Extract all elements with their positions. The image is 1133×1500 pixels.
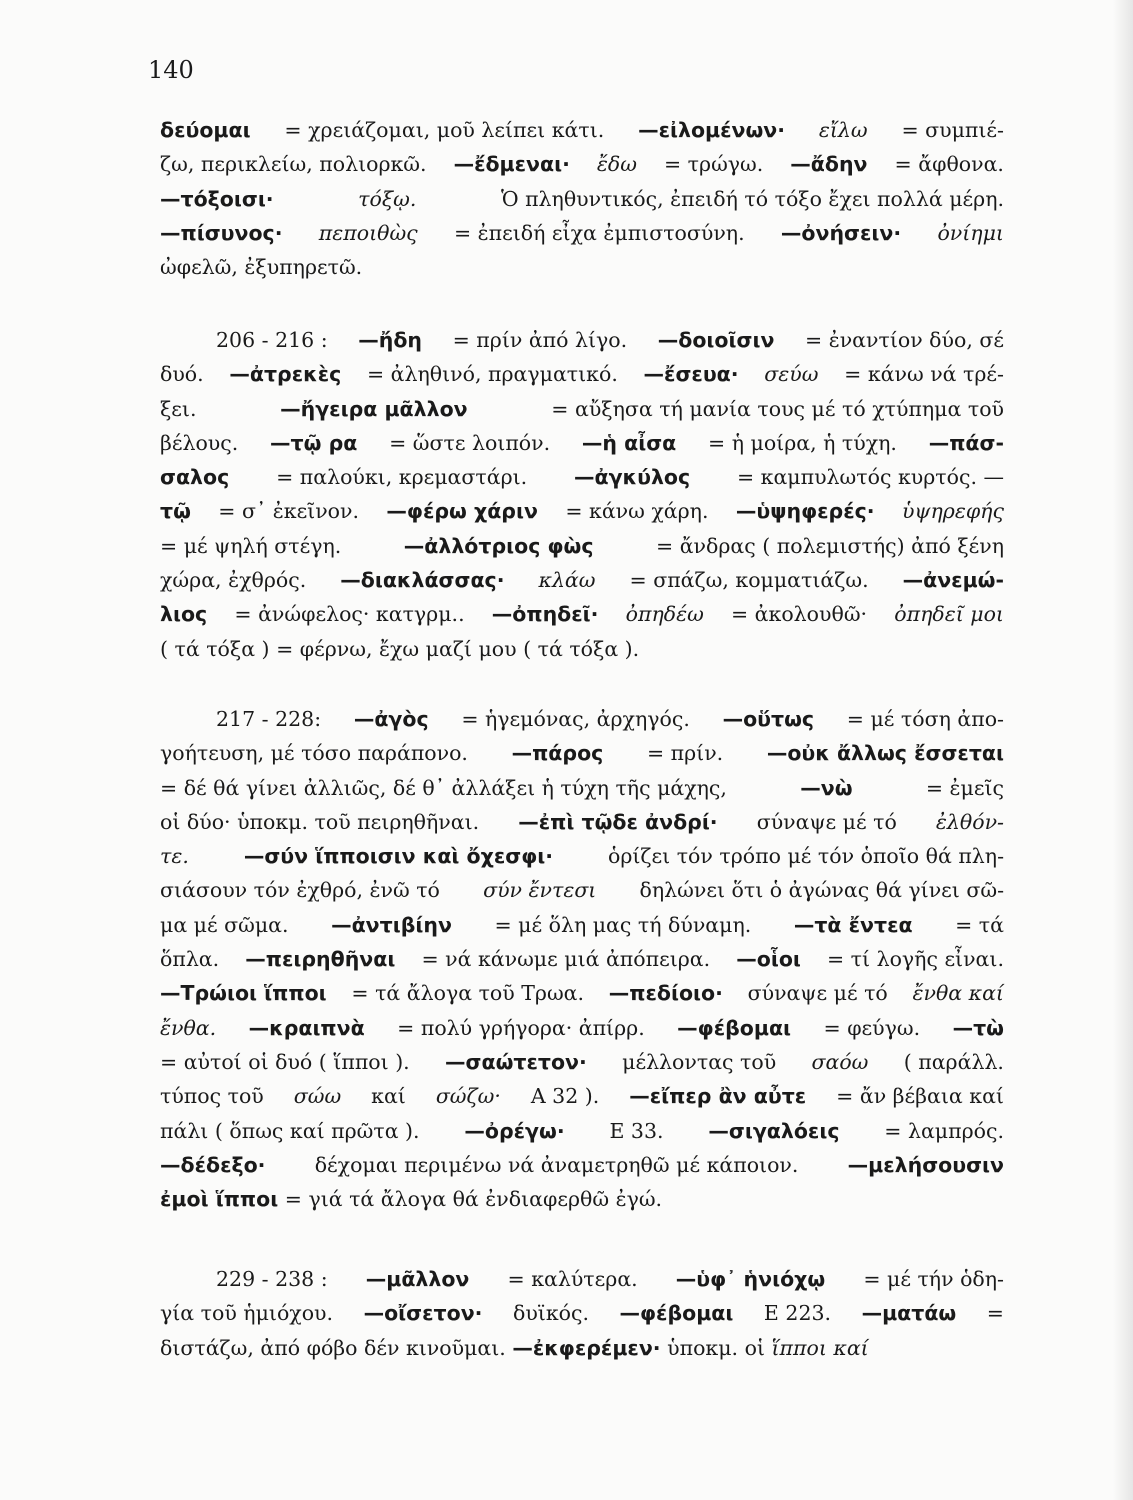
gloss-text: Ε 223.: [763, 1301, 832, 1326]
gloss-text: ( τά τόξα ) = φέρνω, ἔχω μαζί μου ( τά τόξα ).: [160, 636, 640, 661]
lemma-term: —Τρώιοι ἵπποι: [160, 981, 327, 1006]
gloss-text: = τί λογῆς εἶναι.: [826, 947, 1004, 972]
italic-form: σύν ἔντεσι: [483, 878, 597, 903]
gloss-text: = τά: [955, 912, 1004, 937]
gloss-text: μα μέ σῶμα.: [160, 912, 289, 937]
gloss-text: = ἀληθινό, πραγματικό.: [366, 362, 618, 387]
italic-form: κλάω: [538, 568, 596, 593]
text-line: [160, 323, 1004, 357]
gloss-text: ὑποκμ. οἱ: [667, 1335, 765, 1360]
gloss-text: 229 - 238 :: [216, 1267, 328, 1291]
lemma-term: —οἴσετον·: [363, 1301, 483, 1326]
gloss-text: = μέ ὅλη μας τή δύναμη.: [494, 912, 752, 937]
lemma-term: —νὼ: [800, 775, 853, 800]
text-line: [160, 1296, 1004, 1330]
lemma-term: —οὐκ ἄλλως ἔσσεται: [766, 741, 1004, 766]
gloss-text: = κάνω χάρη.: [565, 499, 709, 524]
lemma-term: —ὑφ᾽ ἡνιόχῳ: [675, 1267, 826, 1291]
text-line: [160, 216, 1004, 250]
text-line: [160, 1182, 1004, 1216]
gloss-text: = τά ἄλογα τοῦ Τρωα.: [351, 981, 585, 1006]
gloss-text: Α 32 ).: [530, 1084, 600, 1109]
gloss-text: = σ᾽ ἐκεῖνον.: [218, 499, 360, 524]
gloss-text: Ε 33.: [609, 1118, 664, 1143]
text-line: [160, 908, 1004, 942]
gloss-text: = αὔξησα τή μανία τους μέ τό χτύπημα τοῦ: [551, 396, 1004, 421]
lemma-term: —φέβομαι: [677, 1015, 792, 1040]
gloss-text: = ἐναντίον δύο, σέ: [805, 328, 1004, 352]
gloss-text: = ὥστε λοιπόν.: [389, 430, 551, 455]
text-line: [160, 1331, 1004, 1365]
italic-form: τόξῳ.: [358, 186, 417, 211]
text-line: [160, 250, 1004, 284]
lemma-term: —πεδίοιο·: [608, 981, 723, 1006]
gloss-text: οἱ δύο· ὑποκμ. τοῦ πειρηθῆναι.: [160, 809, 480, 834]
lemma-term: —δοιοῖσιν: [657, 328, 775, 352]
lemma-term: —κραιπνὰ: [248, 1015, 365, 1040]
gloss-text: σύναψε μέ τό: [756, 809, 897, 834]
lemma-term: —ἐκφερέμεν·: [512, 1335, 661, 1360]
gloss-text: δέχομαι περιμένω νά ἀναμετρηθῶ μέ κάποιον.: [314, 1152, 799, 1177]
gloss-text: γοήτευση, μέ τόσο παράπονο.: [160, 741, 468, 766]
text-line: [160, 1079, 1004, 1113]
gloss-text: = σπάζω, κομματιάζω.: [629, 568, 869, 593]
italic-form: σαόω: [811, 1049, 869, 1074]
text-line: [160, 702, 1004, 736]
gloss-text: = συμπιέ-: [901, 118, 1004, 142]
text-line: [160, 942, 1004, 976]
text-line: [160, 392, 1004, 426]
lemma-term: —ὀνήσειν·: [780, 220, 902, 245]
gloss-text: = ἀνώφελος· κατγρμ..: [234, 602, 465, 627]
gloss-text: γία τοῦ ἡμιόχου.: [160, 1301, 334, 1326]
gloss-text: = μέ ψηλή στέγη.: [160, 533, 342, 558]
lemma-term: —ἐπὶ τῷδε ἀνδρί·: [518, 809, 718, 834]
text-line: [160, 426, 1004, 460]
gloss-text: = ἡγεμόνας, ἀρχηγός.: [461, 707, 690, 731]
lemma-term: —τόξοισι·: [160, 186, 274, 211]
gloss-text: = πολύ γρήγορα· ἀπίρρ.: [397, 1015, 645, 1040]
gloss-text: πάλι ( ὅπως καί πρῶτα ).: [160, 1118, 420, 1143]
gloss-text: = ἄνδρας ( πολεμιστής) ἀπό ξένη: [656, 533, 1004, 558]
gloss-text: = πρίν.: [646, 741, 724, 766]
gloss-text: = τρώγω.: [663, 152, 764, 177]
gloss-text: 217 - 228:: [216, 707, 322, 731]
lemma-term: —πίσυνος·: [160, 220, 283, 245]
text-line: [160, 805, 1004, 839]
lemma-term: —πάσ-: [928, 430, 1004, 455]
italic-form: πεποιθὼς: [318, 220, 418, 245]
gloss-text: = ἡ μοίρα, ἡ τύχη.: [708, 430, 897, 455]
lemma-term: δεύομαι: [160, 118, 251, 142]
lemma-term: —ἔδμεναι·: [453, 152, 570, 177]
italic-form: ἐλθόν-: [935, 809, 1004, 834]
gloss-text: ὁρίζει τόν τρόπο μέ τόν ὁποῖο θά πλη-: [608, 844, 1004, 869]
text-line: [160, 1011, 1004, 1045]
lemma-term: —ἀγὸς: [353, 707, 429, 731]
lemma-term: —πειρηθῆναι: [245, 947, 396, 972]
paragraph-lines-206-216: [160, 323, 1004, 666]
gloss-text: = καλύτερα.: [507, 1267, 638, 1291]
italic-form: τε.: [160, 844, 189, 869]
lemma-term: —οὕτως: [722, 707, 815, 731]
text-line: [160, 1262, 1004, 1296]
gloss-text: δηλώνει ὅτι ὁ ἀγώνας θά γίνει σῶ-: [639, 878, 1004, 903]
gloss-text: 206 - 216 :: [216, 328, 328, 352]
text-line: [160, 563, 1004, 597]
paragraph-commentary-1: [160, 113, 1004, 284]
gloss-text: =: [986, 1301, 1004, 1326]
italic-form: ἔδω: [596, 152, 637, 177]
gloss-text: ὠφελῶ, ἐξυπηρετῶ.: [160, 255, 363, 280]
gloss-text: = ἄφθονα.: [894, 152, 1004, 177]
lemma-term: σαλος: [160, 465, 230, 490]
text-line: [160, 494, 1004, 528]
italic-form: σεύω: [764, 362, 819, 387]
gloss-text: = αὐτοί οἱ δυό ( ἵπποι ).: [160, 1049, 410, 1074]
gloss-text: ξει.: [160, 396, 197, 421]
gloss-text: ὅπλα.: [160, 947, 220, 972]
text-line: [160, 771, 1004, 805]
text-line: [160, 1045, 1004, 1079]
text-line: [160, 147, 1004, 181]
text-line: [160, 873, 1004, 907]
text-line: [160, 529, 1004, 563]
lemma-term: —ἤγειρα μᾶλλον: [280, 396, 468, 421]
lemma-term: —φέρω χάριν: [386, 499, 538, 524]
lemma-term: —ὀρέγω·: [464, 1118, 565, 1143]
italic-form: ὀπηδέω: [625, 602, 704, 627]
italic-form: ἵπποι καί: [771, 1335, 869, 1360]
italic-form: ὀπηδεῖ μοι: [894, 602, 1004, 627]
lemma-term: —διακλάσσας·: [340, 568, 505, 593]
lemma-term: —ἀτρεκὲς: [229, 362, 342, 387]
lemma-term: —ἡ αἶσα: [581, 430, 677, 455]
gloss-text: τύπος τοῦ: [160, 1084, 264, 1109]
lemma-term: —οἷοι: [736, 947, 801, 972]
italic-form: σώω: [293, 1084, 342, 1109]
gloss-text: = φεύγω.: [823, 1015, 921, 1040]
gloss-text: βέλους.: [160, 430, 239, 455]
lemma-term: —τὼ: [952, 1015, 1004, 1040]
lemma-term: —ὑψηφερές·: [735, 499, 875, 524]
lemma-term: —ἄδην: [790, 152, 868, 177]
lemma-term: —τὰ ἔντεα: [793, 912, 913, 937]
text-line: [160, 460, 1004, 494]
gloss-text: = παλούκι, κρεμαστάρι.: [276, 465, 528, 490]
gloss-text: χώρα, ἐχθρός.: [160, 568, 307, 593]
text-line: [160, 597, 1004, 631]
gloss-text: = ἀκολουθῶ·: [730, 602, 868, 627]
page-number: 140: [148, 56, 194, 84]
lemma-term: τῷ: [160, 499, 191, 524]
gloss-text: δυϊκός.: [512, 1301, 589, 1326]
text-line: [160, 632, 1004, 666]
text-line: [160, 736, 1004, 770]
italic-form: εἴλω: [818, 118, 868, 142]
gloss-text: Ὁ πληθυντικός, ἐπειδή τό τόξο ἔχει πολλά μέρη.: [500, 186, 1004, 211]
lemma-term: —σιγαλόεις: [708, 1118, 840, 1143]
gloss-text: = πρίν ἀπό λίγο.: [452, 328, 628, 352]
paragraph-lines-217-228: [160, 702, 1004, 1216]
lemma-term: —μᾶλλον: [365, 1267, 470, 1291]
gloss-text: = νά κάνωμε μιά ἀπόπειρα.: [421, 947, 711, 972]
gloss-text: = κάνω νά τρέ-: [844, 362, 1004, 387]
italic-form: ἔνθα.: [160, 1015, 217, 1040]
gloss-text: καί: [371, 1084, 406, 1109]
lemma-term: —δέδεξο·: [160, 1152, 266, 1177]
lemma-term: —ματάω: [861, 1301, 957, 1326]
italic-form: ὀνίημι: [937, 220, 1004, 245]
lemma-term: —φέβομαι: [619, 1301, 734, 1326]
lemma-term: —ἀνεμώ-: [902, 568, 1004, 593]
gloss-text: = ἐπειδή εἶχα ἐμπιστοσύνη.: [453, 220, 745, 245]
gloss-text: σύναψε μέ τό: [747, 981, 888, 1006]
italic-form: σώζω·: [435, 1084, 501, 1109]
text-line: [160, 182, 1004, 216]
gloss-text: ( παράλλ.: [903, 1049, 1004, 1074]
text-line: [160, 113, 1004, 147]
lemma-term: λιος: [160, 602, 208, 627]
italic-form: ἔνθα καί: [912, 981, 1004, 1006]
text-line: [160, 839, 1004, 873]
gloss-text: μέλλοντας τοῦ: [622, 1049, 777, 1074]
lemma-term: —σύν ἵπποισιν καὶ ὄχεσφι·: [243, 844, 554, 869]
lemma-term: —ἀγκύλος: [573, 465, 691, 490]
lemma-term: —μελήσουσιν: [847, 1152, 1004, 1177]
italic-form: ὑψηρεφής: [901, 499, 1004, 524]
gloss-text: = μέ τήν ὁδη-: [863, 1267, 1004, 1291]
lemma-term: —ἤδη: [358, 328, 423, 352]
lemma-term: —ἀλλότριος φὼς: [403, 533, 594, 558]
lemma-term: —εἰλομένων·: [638, 118, 786, 142]
gloss-text: ζω, περικλείω, πολιορκῶ.: [160, 152, 427, 177]
gloss-text: σιάσουν τόν ἐχθρό, ἐνῶ τό: [160, 878, 440, 903]
paragraph-lines-229-238: [160, 1262, 1004, 1365]
gloss-text: = δέ θά γίνει ἀλλιῶς, δέ θ᾽ ἀλλάξει ἡ τύχη τῆς μάχης,: [160, 775, 727, 800]
gloss-text: = καμπυλωτός κυρτός. —: [736, 465, 1004, 490]
lemma-term: —ὀπηδεῖ·: [491, 602, 599, 627]
lemma-term: —ἀντιβίην: [331, 912, 452, 937]
lemma-term: —πάρος: [511, 741, 604, 766]
text-line: [160, 1114, 1004, 1148]
gloss-text: = ἐμεῖς: [925, 775, 1004, 800]
text-line: [160, 1148, 1004, 1182]
lemma-term: —ἔσευα·: [643, 362, 739, 387]
text-line: [160, 357, 1004, 391]
text-line: [160, 976, 1004, 1010]
gloss-text: = χρειάζομαι, μοῦ λείπει κάτι.: [284, 118, 605, 142]
gloss-text: = ἄν βέβαια καί: [836, 1084, 1004, 1109]
lemma-term: —εἴπερ ἂν αὖτε: [629, 1084, 807, 1109]
lemma-term: —σαώτετον·: [445, 1049, 587, 1074]
lemma-term: —τῷ ρα: [270, 430, 358, 455]
gloss-text: = λαμπρός.: [884, 1118, 1004, 1143]
lemma-term: ἐμοὶ ἵπποι: [160, 1187, 279, 1212]
gloss-text: δυό.: [160, 362, 204, 387]
gloss-text: = γιά τά ἄλογα θά ἐνδιαφερθῶ ἐγώ.: [284, 1187, 663, 1212]
gloss-text: διστάζω, ἀπό φόβο δέν κινοῦμαι.: [160, 1335, 506, 1360]
gloss-text: = μέ τόση ἀπο-: [846, 707, 1004, 731]
